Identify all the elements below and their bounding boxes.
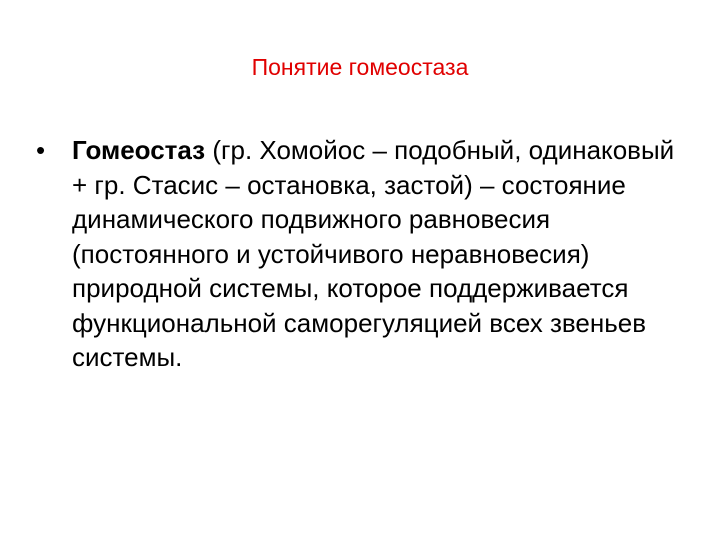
bullet-list: [36, 133, 676, 375]
list-item: [36, 133, 676, 375]
definition-text: (гр. Хомойос – подобный, одинаковый + гр. Стасис – остановка, застой) – состояние динамического подвижного равновесия (постоянного и устойчивого неравновесия) природной системы, которое поддерживается функциональной саморегуляцией всех звеньев системы.: [72, 135, 675, 372]
defined-term: Гомеостаз: [72, 135, 206, 165]
slide-title: Понятие гомеостаза: [251, 54, 469, 80]
bullet-marker: •: [36, 135, 46, 165]
